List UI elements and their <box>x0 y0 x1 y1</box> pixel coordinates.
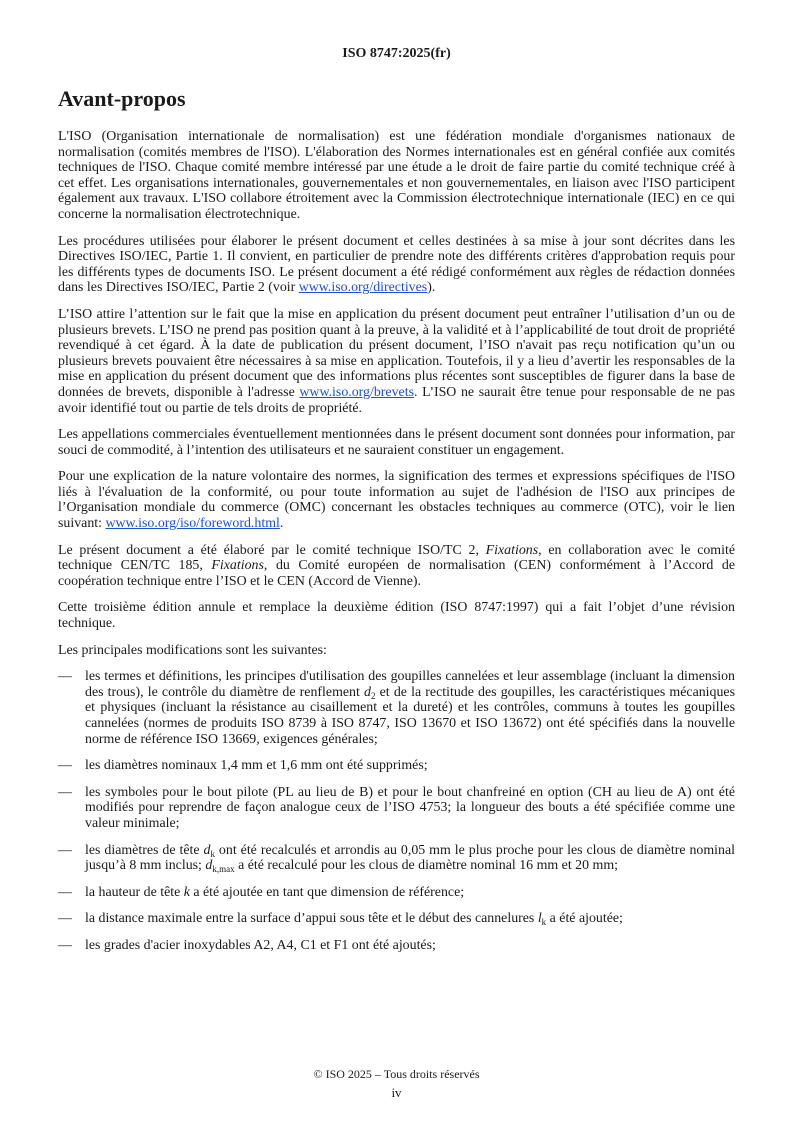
paragraph-trade-names: Les appellations commerciales éventuellement mentionnées dans le présent document sont données pour information, par souci de commodité, à l’intention des utilisateurs et ne sauraient constituer un engagement. <box>58 427 735 458</box>
text: la distance maximale entre la surface d’appui sous tête et le début des cannelures <box>85 911 538 927</box>
text: Le présent document a été élaboré par le comité technique ISO/TC 2, <box>58 542 486 558</box>
text: L’ISO attire l’attention sur le fait que la mise en application du présent document peut entraîner l’utilisation d’un ou de plusieurs brevets. L’ISO ne prend pas position quant à la preuve, à la validité et à l’applicabilité de tout droit de propriété revendiqué à cet égard. À la date de publication du présent document, l’ISO n'avait pas reçu notification qu’un ou plusieurs brevets pouvaient être nécessaires à sa mise en application. Toutefois, il y a lieu d’avertir les responsables de la mise en application du présent document que des informations plus récentes sont susceptibles de figurer dans la base de données de brevets, disponible à l'adresse <box>58 306 735 400</box>
committee-name: Fixations <box>485 542 539 558</box>
paragraph-iso-intro: L'ISO (Organisation internationale de normalisation) est une fédération mondiale d'organismes nationaux de normalisation (comités membres de l'ISO). L'élaboration des Normes internationales est en général confiée aux comités techniques de l'ISO. Chaque comité membre intéressé par une étude a le droit de faire partie du comité technique créé à cet effet. Les organisations internationales, gouvernementales et non gouvernementales, en liaison avec l'ISO participent également aux travaux. L'ISO collabore étroitement avec la Commission électrotechnique internationale (IEC) en ce qui concerne la normalisation électrotechnique. <box>58 129 735 222</box>
dash-bullet: — <box>58 758 72 774</box>
text: . L’ISO ne saurait être tenue pour responsable de ne pas avoir identifié tout ou partie de tels droits de propriété. <box>58 384 735 416</box>
text: et de la rectitude des goupilles, les caractéristiques mécaniques et physiques (incluant la résistance au cisaillement et la dureté) et les contrôles, communs à toutes les goupilles cannelées (normes de produits ISO 8739 à ISO 8747, ISO 13670 et ISO 13672) ont été spécifiés dans la nouvelle norme de référence ISO 13669, exigences générales; <box>85 684 735 747</box>
list-item <box>58 669 735 747</box>
text: les symboles pour le bout pilote (PL au lieu de B) et pour le bout chanfreiné en option (CH au lieu de A) ont été modifiés pour reprendre de façon analogue ceux de l’ISO 4753; la longueur des bouts a été spécifiée comme une valeur minimale; <box>85 784 735 831</box>
text: , du Comité européen de normalisation (CEN) conformément à l’Accord de coopération technique entre l’ISO et le CEN (Accord de Vienne). <box>58 558 735 589</box>
document-header: ISO 8747:2025(fr) <box>342 46 451 61</box>
dash-bullet: — <box>58 937 72 953</box>
text: a été ajoutée en tant que dimension de référence; <box>189 884 465 900</box>
symbol: d <box>364 684 371 700</box>
text: les diamètres de tête <box>85 842 204 858</box>
text: les grades d'acier inoxydables A2, A4, C1 et F1 ont été ajoutés; <box>85 937 436 953</box>
text: Les procédures utilisées pour élaborer le présent document et celles destinées à sa mise à jour sont décrites dans les Directives ISO/IEC, Partie 1. Il convient, en particulier de prendre note des différents critères d'approbation requis pour les différents types de documents ISO. Le présent document a été rédigé conformément aux règles de rédaction données dans les Directives ISO/IEC, Partie 2 (voir <box>58 233 735 296</box>
committee-name: Fixations <box>211 558 264 574</box>
text: Pour une explication de la nature volontaire des normes, la signification des termes et expressions spécifiques de l'ISO liés à l'évaluation de la conformité, ou pour toute information au sujet de l'adhésion de l'ISO aux principes de l’Organisation mondiale du commerce (OMC) concernant les obstacles techniques au commerce (OTC), voir le lien suivant: <box>58 469 735 532</box>
text: ont été recalculés et arrondis au 0,05 mm le plus proche pour les clous de diamètre nominal jusqu’à 8 mm inclus; <box>85 842 735 874</box>
symbol: l <box>537 911 542 927</box>
dash-bullet: — <box>58 884 72 900</box>
section-title: Avant-propos <box>58 86 186 111</box>
list-item <box>58 758 735 774</box>
text: ). <box>427 280 436 296</box>
text: , en collaboration avec le comité technique CEN/TC 185, <box>58 542 735 574</box>
subscript: k <box>541 917 547 928</box>
subscript: k <box>210 848 215 859</box>
symbol: k <box>183 884 190 900</box>
dash-bullet: — <box>58 911 72 927</box>
paragraph-voluntary <box>58 469 735 531</box>
changes-list <box>58 669 735 953</box>
text: a été recalculé pour les clous de diamètre nominal 16 mm et 20 mm; <box>234 858 619 874</box>
text: les termes et définitions, les principes d'utilisation des goupilles cannelées et leur assemblage (incluant la dimension des trous), le contrôle du diamètre de renflement <box>85 669 735 700</box>
paragraph-patents <box>58 307 735 416</box>
list-item <box>58 843 735 874</box>
text: . <box>279 516 284 532</box>
paragraph-edition: Cette troisième édition annule et remplace la deuxième édition (ISO 8747:1997) qui a fait l’objet d’une révision technique. <box>58 600 735 632</box>
dash-bullet: — <box>58 669 72 685</box>
list-item <box>58 911 735 927</box>
subscript: 2 <box>370 690 376 701</box>
page-number: iv <box>391 1085 402 1100</box>
list-item <box>58 885 735 901</box>
text: a été ajoutée; <box>546 911 623 927</box>
foreword-body <box>58 129 735 965</box>
symbol: d <box>203 842 211 858</box>
copyright-footer: © ISO 2025 – Tous droits réservés <box>313 1067 480 1081</box>
subscript: k,max <box>212 864 235 875</box>
text: la hauteur de tête <box>85 884 184 900</box>
paragraph-committee <box>58 543 735 590</box>
patents-link[interactable]: www.iso.org/brevets <box>299 384 414 400</box>
symbol: d <box>205 858 213 874</box>
dash-bullet: — <box>58 784 72 800</box>
dash-bullet: — <box>58 842 72 858</box>
paragraph-procedures <box>58 234 735 296</box>
paragraph-changes-intro: Les principales modifications sont les suivantes: <box>58 642 327 658</box>
text: les diamètres nominaux 1,4 mm et 1,6 mm ont été supprimés; <box>85 758 428 774</box>
list-item <box>58 938 735 954</box>
directives-link[interactable]: www.iso.org/directives <box>298 280 428 296</box>
foreword-link[interactable]: www.iso.org/iso/foreword.html <box>105 516 280 532</box>
list-item <box>58 785 735 832</box>
